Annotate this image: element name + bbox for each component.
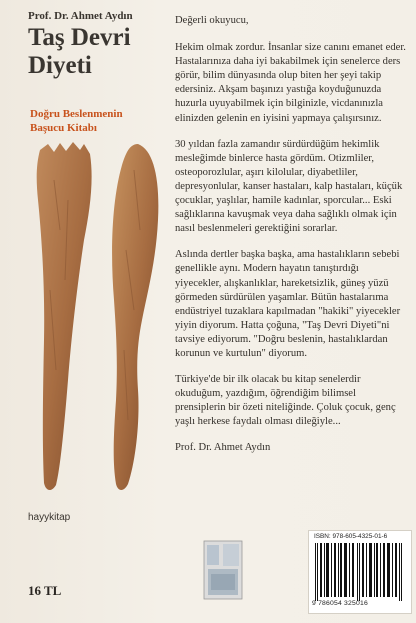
- paragraph: Türkiye'de bir ilk olacak bu kitap senelerdir okuduğum, yazdığım, öğrendiğim bilimsel prensiplerin bir özeti niteliğinde. Çoluk çocuk, genç yaşlı herkese faydalı olması dileğiyle...: [175, 374, 396, 428]
- isbn-number: ISBN: 978-605-4325-01-6: [314, 533, 388, 540]
- book-subtitle: [30, 107, 123, 135]
- stone-fork-icon: [37, 142, 92, 490]
- signature: Prof. Dr. Ahmet Aydın: [175, 442, 271, 454]
- book-title-line2: Diyeti: [28, 52, 92, 79]
- stone-tools-illustration: [30, 140, 170, 500]
- book-title: [28, 24, 131, 80]
- greeting: Değerli okuyucu,: [175, 15, 249, 26]
- author-name: Prof. Dr. Ahmet Aydın: [28, 10, 133, 22]
- paragraph: Aslında dertler başka başka, ama hastalıkların sebebi genellikle aynı. Modern hayatın tanıştırdığı yiyecekler, alışkanlıklar, hareketsizlik, güneş yüzü görmeden sürdürülen yaşamlar. Bütün hastalarıma endüstriyel tuzaklara kapılmadan "hakiki" yiyecekler yiyin diyorum. Hatta çoğuna, "Taş Devri Diyeti"ni tavsiye ediyorum. "Doğru beslenin, hastalıklardan korunun ve kurtulun" diyorum.: [175, 249, 401, 359]
- barcode-digits: 9 786054 325016: [312, 600, 368, 607]
- book-subtitle-line2: Başucu Kitabı: [30, 122, 97, 134]
- paragraph: 30 yıldan fazla zamandır sürdürdüğüm hekimlik mesleğimde binlerce hasta gördüm. Otizmliler, osteoporozlular, aşırı kilolular, diyabetliler, depresyonlular, kanser hastaları, kalp hastaları, küçük çocuklar, yaşlılar, hamile kadınlar, sporcular... Eski sağlıklarına kavuşmak veya daha sağlıklı olmak için nasıl beslenmeleri gerektiğini sorarlar.: [175, 138, 403, 235]
- stone-knife-icon: [112, 144, 158, 490]
- paragraph: Hekim olmak zordur. İnsanlar size canını emanet eder. Hastalarınıza daha iyi bakabilmek için senelerce ders görür, bilim dünyasında olup biten her şeyi takip edersiniz. Akşam başınızı yastığa koyduğunuzda huzurla uyuyabilmek için bilginizle, vicdanınızla elinizden gelenin en iyisini yapmaya çalışırsınız.: [175, 42, 406, 124]
- barcode-bars-icon: [313, 543, 407, 601]
- cover-left-column: [0, 0, 150, 623]
- isbn-barcode: [308, 530, 412, 614]
- hologram-stamp-icon: [203, 540, 243, 600]
- book-title-line1: Taş Devri: [28, 24, 131, 51]
- back-cover-text: [175, 14, 407, 468]
- publisher-logo: hayykitap: [28, 512, 71, 523]
- price-label: 16 TL: [28, 583, 62, 598]
- book-subtitle-line1: Doğru Beslenmenin: [30, 108, 123, 120]
